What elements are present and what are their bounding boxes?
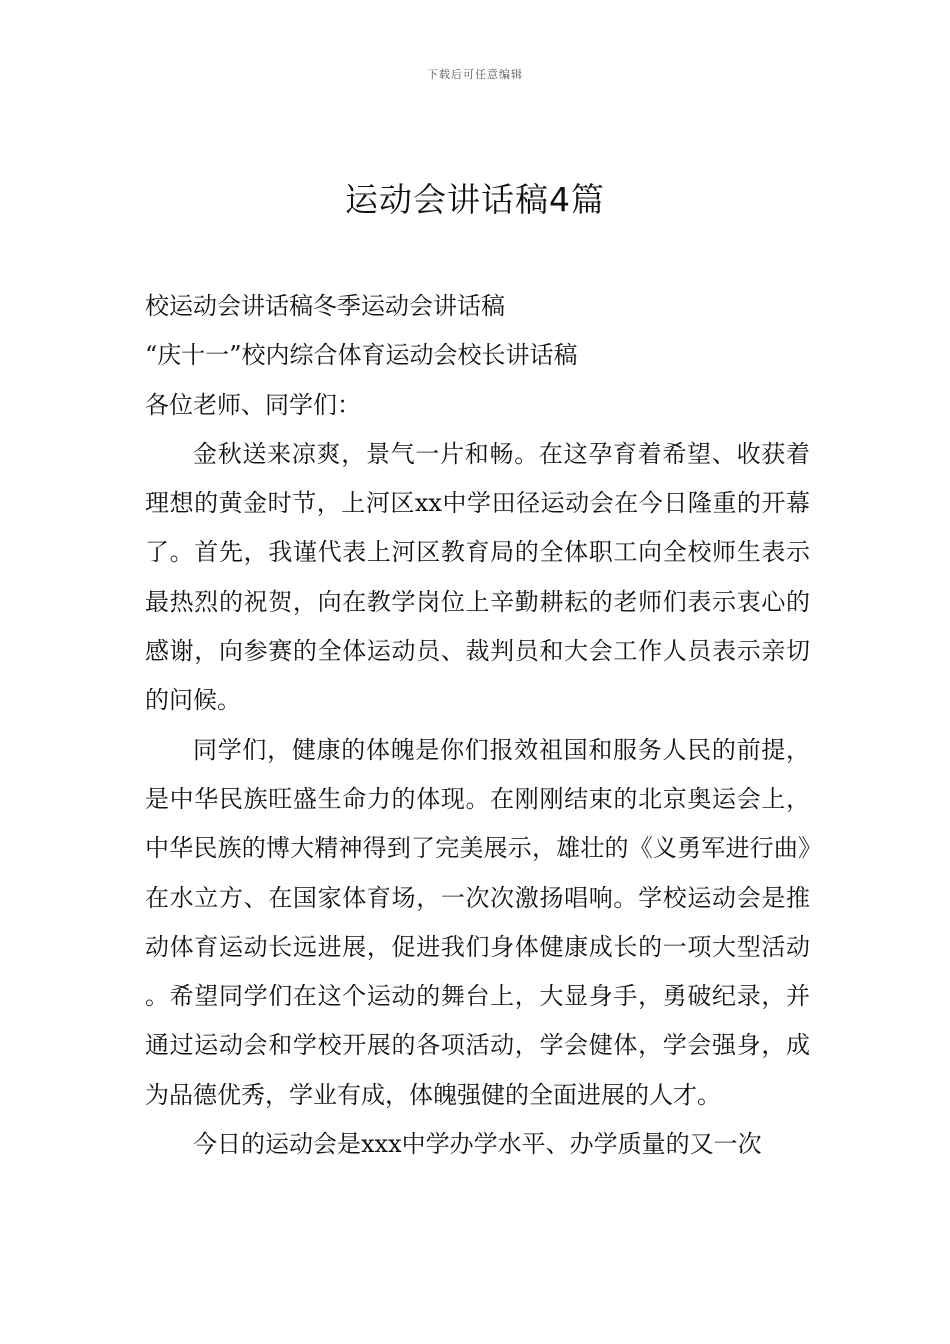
body-paragraph: 金秋送来凉爽，景气一片和畅。在这孕育着希望、收获着理想的黄金时节，上河区xx中学田径运动会在今日隆重的开幕了。首先，我谨代表上河区教育局的全体职工向全校师生表示最热烈的祝贺，向在教学岗位上辛勤耕耘的老师们表示衷心的感谢，向参赛的全体运动员、裁判员和大会工作人员表示亲切的问候。	[145, 439, 810, 715]
header-note: 下载后可任意编辑	[427, 68, 523, 81]
body-paragraph: 同学们，健康的体魄是你们报效祖国和服务人民的前提，是中华民族旺盛生命力的体现。在刚刚结束的北京奥运会上，中华民族的博大精神得到了完美展示，雄壮的《义勇军进行曲》在水立方、在国家体育场，一次次激扬唱响。学校运动会是推动体育运动长远进展，促进我们身体健康成长的一项大型活动。希望同学们在这个运动的舞台上，大显身手，勇破纪录，并通过运动会和学校开展的各项活动，学会健体，学会强身，成为品德优秀，学业有成，体魄强健的全面进展的人才。	[145, 735, 810, 1109]
body-paragraph: 今日的运动会是xxx中学办学水平、办学质量的又一次	[193, 1130, 762, 1159]
subtitle-line: “庆十一”校内综合体育运动会校长讲话稿	[145, 341, 578, 370]
document-title: 运动会讲话稿4篇	[345, 180, 605, 219]
salutation: 各位老师、同学们：	[145, 390, 361, 419]
subtitle-line: 校运动会讲话稿冬季运动会讲话稿	[145, 292, 505, 320]
document-body	[145, 282, 810, 1169]
